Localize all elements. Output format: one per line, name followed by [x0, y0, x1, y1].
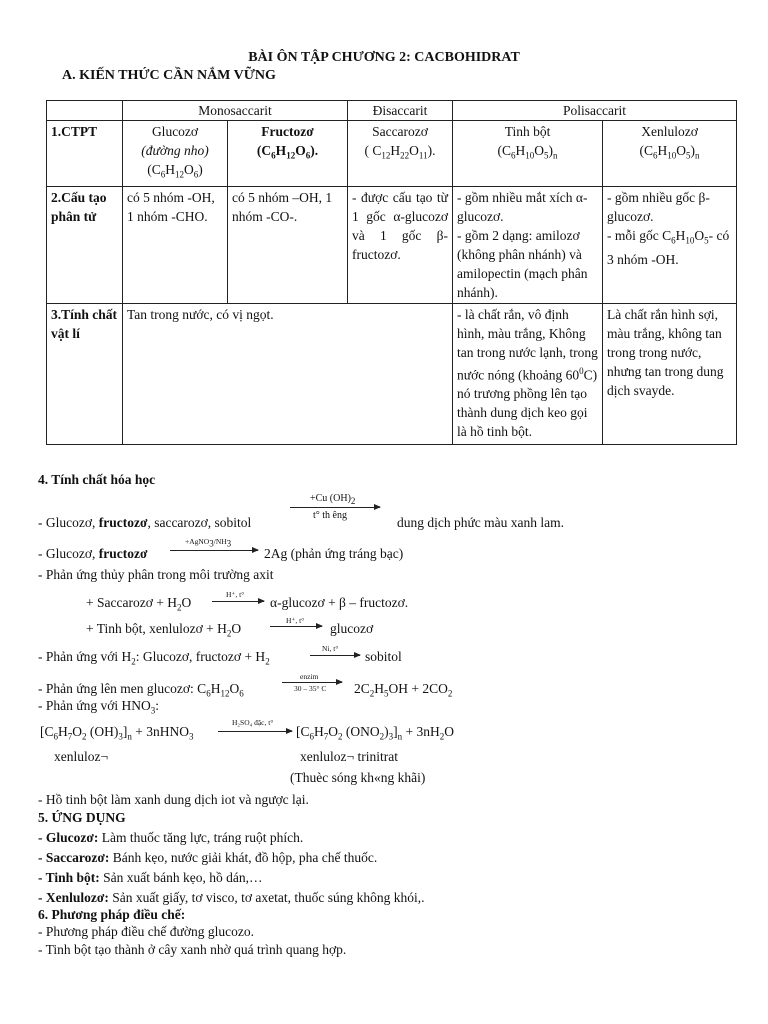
usage-tinh-bot: - Tinh bột: Sản xuất bánh kẹo, hồ dán,… [38, 870, 263, 885]
xenlulozo-formula: $(C_6H_{10}O_5)_n$ [639, 143, 700, 161]
xenlulozo-name: Xenlulozơ [641, 124, 698, 139]
preparation-item-2: - Tinh bột tạo thành ở cây xanh nhờ quá trình quang hợp. [38, 942, 347, 957]
tinh-bot-formula: $(C_6H_{10}O_5)_n$ [497, 143, 558, 161]
section6-heading: 6. Phương pháp điều chế: [38, 907, 186, 922]
h2-line: - Phản ứng với $H_2$: Glucozơ, fructozơ + $H_2$ [38, 649, 270, 667]
row-label-structure: 2.Cấu tạo phân tử [47, 186, 123, 303]
xenlulozo-structure-1: - gồm nhiều gốc β-glucozơ. [607, 189, 710, 224]
h2-right: sobitol [365, 649, 402, 664]
usage-glucozo: - Glucozơ: Làm thuốc tăng lực, tráng ruột phích. [38, 830, 304, 845]
table-row-ctpt [47, 121, 737, 187]
ferment-condition-top: enzim [300, 672, 319, 681]
tinh-bot-physical-2: C) nó trương phồng lên tạo thành dung dịch keo gọi là hồ tinh bột. [457, 367, 598, 440]
usage-xenlulozo: - Xenlulozơ: Sản xuất giấy, tơ visco, tơ axetat, thuốc súng không khói,. [38, 890, 425, 905]
cell-saccarozo-formula [348, 121, 453, 187]
hydrolysis-1-left: + Saccarozơ + $H_2O$ [86, 595, 192, 613]
hydrolysis-line: - Phản ứng thủy phân trong môi trường axit [38, 567, 274, 582]
cell-glucozo-formula [123, 121, 228, 187]
table-row-structure [47, 186, 737, 303]
hydrolysis-2-arrow [270, 626, 322, 627]
cell-fructozo-structure: có 5 nhóm –OH, 1 nhóm -CO-. [228, 186, 348, 303]
xenluloz-label: xenluloz¬ [54, 749, 109, 764]
cell-xenlulozo-formula [603, 121, 737, 187]
thuoc-song-label: (Thuèc sóng kh«ng khãi) [290, 770, 426, 785]
table-header-row [47, 101, 737, 121]
hno3-condition: H₂SO₄ đặc, t° [232, 718, 274, 727]
hydrolysis-1-right: α-glucozơ + β – fructozơ. [270, 595, 409, 610]
header-disaccarit: Đisaccarit [348, 101, 453, 121]
iodine-line: - Hồ tinh bột làm xanh dung dịch iot và ngược lại. [38, 792, 309, 807]
header-polisaccarit: Polisaccarit [453, 101, 737, 121]
fructozo-formula: $(C_6H_{12}O_6)$. [256, 143, 319, 161]
hno3-reactant: [$C_6H_7O_2$ $(OH)_3]_n$ + 3nHNO$_3$ [40, 724, 194, 742]
hydrolysis-2-left: + Tinh bột, xenlulozơ + $H_2O$ [86, 621, 242, 639]
tinh-bot-structure-2: - gồm 2 dạng: amilozơ (không phân nhánh) và amilopectin (mạch phân nhánh). [457, 227, 588, 300]
preparation-item-1: - Phương pháp điều chế đường glucozo. [38, 924, 254, 939]
row-label-physical: 3.Tính chất vật lí [47, 303, 123, 444]
cell-xenlulozo-structure: - gồm nhiều gốc β-glucozơ. - mỗi gốc $C_6H_{10}O_5-$ có 3 nhóm -OH. [603, 186, 737, 303]
glucozo-note: (đường nho) [141, 143, 209, 158]
page-title: BÀI ÔN TẬP CHƯƠNG 2: CACBOHIDRAT [248, 50, 520, 65]
row-label-ctpt: 1.CTPT [47, 121, 123, 187]
glucozo-name: Glucozơ [151, 124, 199, 139]
knowledge-table [46, 100, 737, 445]
cu-oh-result: dung dịch phức màu xanh lam. [397, 515, 565, 530]
saccarozo-name: Saccarozơ [372, 124, 428, 139]
hno3-product: [$C_6H_7O_2$ $(ONO_2)_3]_n + 3nH_2O$ [296, 724, 454, 742]
cell-tinh-bot-structure [453, 186, 603, 303]
ferment-line: - Phản ứng lên men glucozơ: $C_6H_{12}O_6$ [38, 681, 244, 699]
agno3-line: - Glucozơ, fructozơ [38, 546, 148, 561]
tinh-bot-name: Tinh bột [504, 124, 551, 139]
h2-condition: Ni, t° [322, 644, 339, 653]
agno3-result: 2Ag (phản ứng tráng bạc) [264, 546, 404, 561]
tinh-bot-structure-1: - gồm nhiều mắt xích α-glucozơ. [457, 189, 588, 224]
cell-mono-di-physical: Tan trong nước, có vị ngọt. [123, 303, 453, 444]
cu-oh-line: - Glucozơ, fructozơ, saccarozơ, sobitol [38, 515, 252, 530]
xenlulozo-structure-2b: có 3 nhóm -OH. [607, 227, 730, 268]
header-monosaccarit: Monosaccarit [123, 101, 348, 121]
hydrolysis-2-right: glucozơ [330, 621, 374, 636]
ferment-condition-bottom: 30 – 35° C [294, 684, 327, 693]
cu-oh-arrow [290, 507, 380, 508]
hydrolysis-1-arrow [212, 601, 264, 602]
table-row-physical [47, 303, 737, 444]
cell-fructozo-formula [228, 121, 348, 187]
hno3-arrow [218, 731, 292, 732]
h2-arrow [310, 655, 360, 656]
tinh-bot-physical-1: - là chất rắn, vô định hình, màu trắng, Không tan trong nước lạnh, trong nước nóng (khoảng 60 [457, 306, 598, 383]
section-a-heading: A. KIẾN THỨC CẦN NẮM VỮNG [62, 68, 276, 83]
fructozo-name: Fructozơ [261, 124, 314, 139]
section4-heading: 4. Tính chất hóa học [38, 472, 156, 487]
cell-xenlulozo-physical: Là chất rắn hình sợi, màu trắng, không tan trong trong nước, nhưng tan trong dung dịch svayde. [603, 303, 737, 444]
cell-saccarozo-structure: - được cấu tạo từ 1 gốc α-glucozơ và 1 gốc β-fructozơ. [348, 186, 453, 303]
cell-tinh-bot-formula [453, 121, 603, 187]
usage-saccarozo: - Saccarozơ: Bánh kẹo, nước giải khát, đồ hộp, pha chế thuốc. [38, 850, 378, 865]
ferment-arrow [282, 682, 342, 683]
cell-glucozo-structure: có 5 nhóm -OH, 1 nhóm -CHO. [123, 186, 228, 303]
hno3-heading: - Phản ứng với $HNO_3$: [38, 698, 159, 716]
saccarozo-formula: ( $C_{12}H_{22}O_{11}$). [364, 143, 436, 161]
xenlulozo-structure-2a: - mỗi gốc C [607, 227, 672, 243]
hydrolysis-1-condition: H⁺, t° [226, 590, 245, 599]
hydrolysis-2-condition: H⁺, t° [286, 616, 305, 625]
cu-oh-condition: t° th êng [313, 510, 347, 521]
agno3-reagent: $+AgNO_3/NH_3$ [185, 537, 232, 549]
section5-heading: 5. ỨNG DỤNG [38, 810, 126, 825]
xenluloz-trinitrat-label: xenluloz¬ trinitrat [300, 749, 398, 764]
agno3-arrow [170, 550, 258, 551]
cu-oh-reagent: +Cu $(OH)_2$ [310, 493, 356, 506]
ferment-right: $2C_2H_5OH + 2CO_2$ [354, 681, 453, 699]
glucozo-formula: $(C_6H_{12}O_6)$ [147, 162, 203, 180]
cell-tinh-bot-physical: - là chất rắn, vô định hình, màu trắng, Không tan trong nước lạnh, trong nước nóng (khoảng $60^0C$) nó trương phồng lên tạo thành dung dịch keo gọi là hồ tinh bột. [453, 303, 603, 444]
